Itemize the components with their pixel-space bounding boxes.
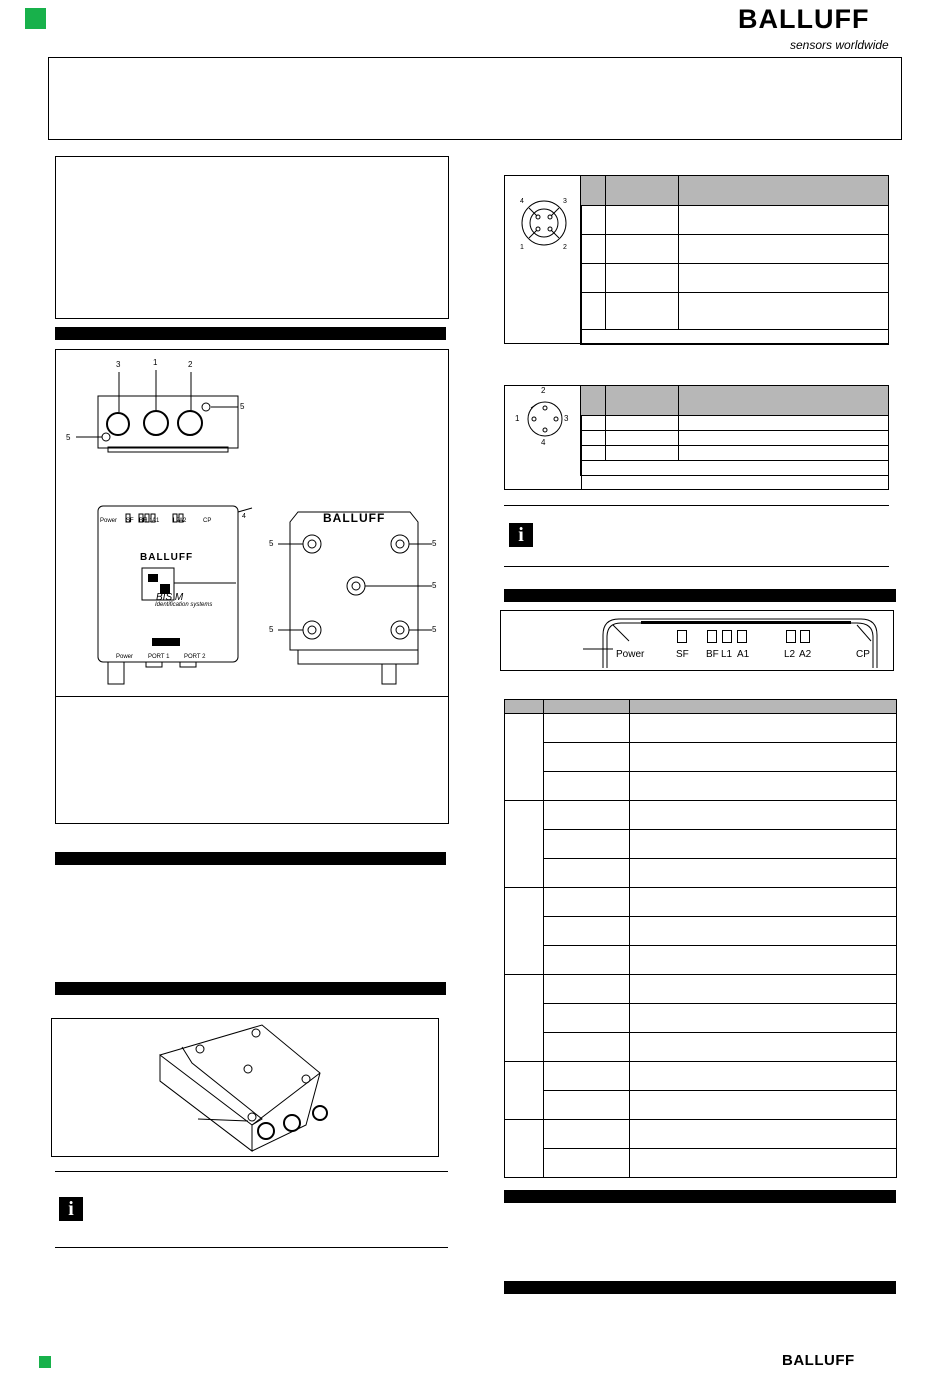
table-row	[505, 1149, 897, 1178]
table-row	[505, 888, 897, 917]
led-label-power: Power	[100, 518, 118, 524]
section-bar	[55, 982, 446, 995]
table-row	[505, 801, 897, 830]
led-label-a2: A2	[799, 649, 812, 660]
port-label: Power	[116, 654, 134, 660]
table-row	[505, 1033, 897, 1062]
table-row	[505, 772, 897, 801]
table-row	[505, 714, 897, 743]
led-label-bf: BF	[139, 518, 147, 524]
device-brand: BALLUFF	[140, 552, 194, 563]
table-row	[581, 461, 889, 476]
pin-label: 2	[563, 244, 567, 251]
note-rule	[504, 566, 889, 567]
table-row	[505, 1062, 897, 1091]
pin-label: 3	[563, 198, 567, 205]
section-bar	[55, 327, 446, 340]
table-row	[581, 416, 889, 431]
info-icon: i	[509, 523, 533, 547]
connector-b-grid	[580, 385, 889, 476]
table-row	[581, 293, 889, 330]
led-label-a1: A1	[737, 649, 750, 660]
callout-label: 5	[240, 402, 245, 411]
mounting-figure-box	[51, 1018, 439, 1157]
table-row	[581, 235, 889, 264]
callout-label: 3	[116, 360, 121, 369]
callout-label: 5	[269, 539, 274, 548]
table-row	[581, 446, 889, 461]
table-row	[581, 431, 889, 446]
device-product-sub: Identification systems	[155, 602, 213, 608]
callout-label: 5	[432, 539, 437, 548]
led-label-sf: SF	[676, 649, 689, 660]
device-back-drawing	[256, 500, 448, 690]
led-indicator	[722, 630, 732, 643]
led-label-power: Power	[616, 649, 645, 660]
figure-divider	[56, 696, 448, 697]
brand-tagline: sensors worldwide	[790, 38, 889, 52]
connector-a-grid	[580, 175, 889, 345]
device-isometric-drawing	[52, 1019, 438, 1156]
led-status-table	[504, 699, 897, 1178]
led-indicator	[707, 630, 717, 643]
led-label-l2: L2	[784, 649, 796, 660]
table-row	[581, 330, 889, 345]
table-row	[505, 1004, 897, 1033]
led-label-a2: A2	[179, 518, 187, 524]
led-indicator	[677, 630, 687, 643]
led-label-cp: CP	[203, 518, 212, 524]
table-row	[505, 1091, 897, 1120]
led-label-sf: SF	[126, 518, 134, 524]
pin-label: 1	[520, 244, 524, 251]
led-label-a1: A1	[152, 518, 160, 524]
table-row	[505, 700, 897, 714]
note-rule	[55, 1247, 448, 1248]
led-label-bf: BF	[706, 649, 719, 660]
table-row	[581, 386, 889, 416]
led-indicator	[800, 630, 810, 643]
pin-label: 4	[541, 438, 546, 447]
table-row	[581, 206, 889, 235]
device-back-brand: BALLUFF	[323, 511, 386, 525]
brand-logo: BALLUFF	[738, 4, 870, 34]
table-row	[505, 1120, 897, 1149]
port-label: PORT 1	[148, 654, 170, 660]
callout-label: 5	[66, 433, 71, 442]
intro-box	[55, 156, 449, 319]
device-front-drawing	[56, 350, 448, 490]
section-bar	[504, 1281, 896, 1294]
note-rule	[504, 505, 889, 506]
table-row	[505, 975, 897, 1004]
led-indicator	[737, 630, 747, 643]
section-bar	[55, 852, 446, 865]
callout-label: 4	[242, 513, 246, 520]
corner-marker-bottom	[39, 1356, 51, 1368]
table-row	[505, 859, 897, 888]
info-icon: i	[59, 1197, 83, 1221]
title-box	[48, 57, 902, 140]
pin-label: 4	[520, 198, 524, 205]
led-panel-outline	[501, 611, 893, 670]
device-figure-box	[55, 349, 449, 824]
corner-marker-top	[25, 8, 46, 29]
section-bar	[504, 1190, 896, 1203]
table-row	[581, 176, 889, 206]
pin-label: 3	[564, 414, 569, 423]
table-row	[505, 946, 897, 975]
callout-label: 5	[269, 625, 274, 634]
device-product: BIS M	[156, 592, 184, 603]
callout-label: 2	[188, 360, 193, 369]
pin-label: 2	[541, 386, 546, 395]
callout-label: 1	[153, 358, 158, 367]
led-indicator	[786, 630, 796, 643]
footer-brand-logo: BALLUFF	[782, 1352, 855, 1369]
led-label-l2: L2	[173, 518, 180, 524]
led-label-l1: L1	[146, 518, 153, 524]
port-label: PORT 2	[184, 654, 206, 660]
led-label-l1: L1	[721, 649, 733, 660]
pin-label: 1	[515, 414, 520, 423]
table-row	[505, 830, 897, 859]
callout-label: 5	[432, 625, 437, 634]
table-row	[581, 264, 889, 293]
section-bar	[504, 589, 896, 602]
led-label-cp: CP	[856, 649, 870, 660]
note-rule	[55, 1171, 448, 1172]
table-row	[505, 917, 897, 946]
table-row	[505, 743, 897, 772]
led-panel-figure	[500, 610, 894, 671]
callout-label: 5	[432, 581, 437, 590]
